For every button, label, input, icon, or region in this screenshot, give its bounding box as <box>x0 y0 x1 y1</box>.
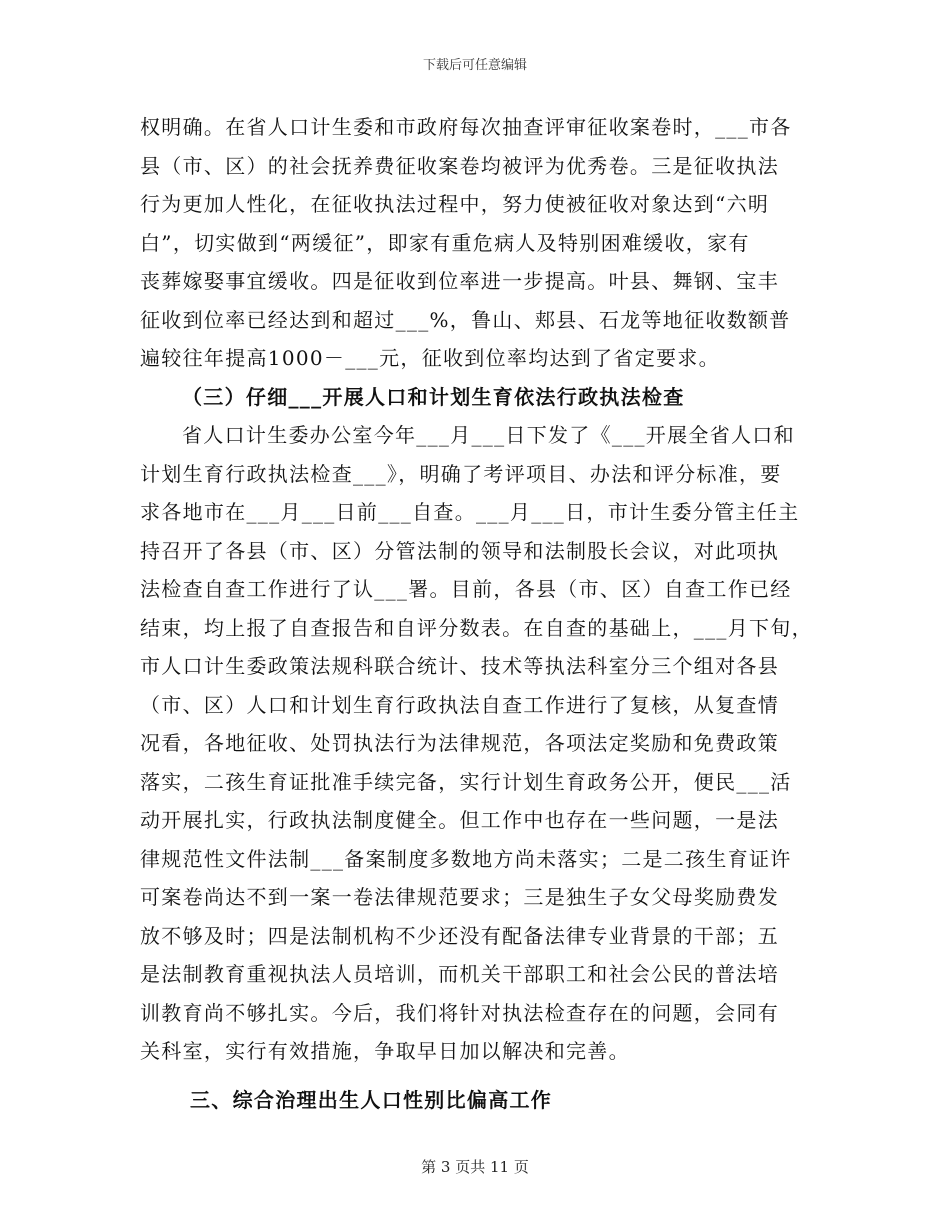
page-header: 下载后可任意编辑 <box>422 58 527 73</box>
paragraph-line: 县（市、区）的社会抚养费征收案卷均被评为优秀卷。三是征收执法 <box>140 153 779 178</box>
paragraph-line: 持召开了各县（市、区）分管法制的领导和法制股长会议，对此项执 <box>140 538 779 563</box>
paragraph-line: 计划生育行政执法检查___》，明确了考评项目、办法和评分标准，要 <box>140 461 782 486</box>
document-body <box>140 108 815 1119</box>
paragraph-line: 权明确。在省人口计生委和市政府每次抽查评审征收案卷时，___市各 <box>140 115 792 139</box>
paragraph-line: 结束，均上报了自查报告和自评分数表。在自查的基础上，___月下旬， <box>140 615 813 640</box>
paragraph-line: 是法制教育重视执法人员培训，而机关干部职工和社会公民的普法培 <box>140 962 779 986</box>
page-footer: 第 3 页共 11 页 <box>421 1158 529 1176</box>
paragraph-line: 落实，二孩生育证批准手续完备，实行计划生育政务公开，便民___活 <box>140 769 792 794</box>
paragraph-line: 市人口计生委政策法规科联合统计、技术等执法科室分三个组对各县 <box>140 654 779 678</box>
paragraph-line: 训教育尚不够扎实。今后，我们将针对执法检查存在的问题，会同有 <box>140 1000 779 1025</box>
paragraph-line: （市、区）人口和计划生育行政执法自查工作进行了复核，从复查情 <box>140 692 779 717</box>
paragraph-line: 省人口计生委办公室今年___月___日下发了《___开展全省人口和 <box>182 423 795 447</box>
paragraph-line: 求各地市在___月___日前___自查。___月___日，市计生委分管主任主 <box>140 500 800 524</box>
paragraph-line: 动开展扎实，行政执法制度健全。但工作中也存在一些问题，一是法 <box>140 808 779 832</box>
section-heading: （三）仔细___开展人口和计划生育依法行政执法检查 <box>182 384 685 409</box>
paragraph-line: 白”，切实做到“两缓征”，即家有重危病人及特别困难缓收，家有 <box>140 230 750 255</box>
paragraph-line: 行为更加人性化，在征收执法过程中，努力使被征收对象达到“六明 <box>140 192 770 216</box>
paragraph-line: 丧葬嫁娶事宜缓收。四是征收到位率进一步提高。叶县、舞钢、宝丰 <box>140 269 779 293</box>
main-section-heading: 三、综合治理出生人口性别比偏高工作 <box>190 1087 553 1112</box>
section-spacer <box>140 1071 815 1081</box>
paragraph-line: 征收到位率已经达到和超过___%，鲁山、郏县、石龙等地征收数额普 <box>140 307 791 332</box>
paragraph-line: 法检查自查工作进行了认___署。目前，各县（市、区）自查工作已经 <box>140 577 792 601</box>
paragraph-line: 律规范性文件法制___备案制度多数地方尚未落实；二是二孩生育证许 <box>140 846 792 871</box>
paragraph-line: 放不够及时；四是法制机构不少还没有配备法律专业背景的干部；五 <box>140 923 779 948</box>
paragraph-line: 关科室，实行有效措施，争取早日加以解决和完善。 <box>140 1039 630 1063</box>
paragraph-line: 况看，各地征收、处罚执法行为法律规范，各项法定奖励和免费政策 <box>140 731 779 755</box>
paragraph-line: 遍较往年提高1000－___元，征收到位率均达到了省定要求。 <box>140 346 720 370</box>
paragraph-line: 可案卷尚达不到一案一卷法律规范要求；三是独生子女父母奖励费发 <box>140 885 779 909</box>
